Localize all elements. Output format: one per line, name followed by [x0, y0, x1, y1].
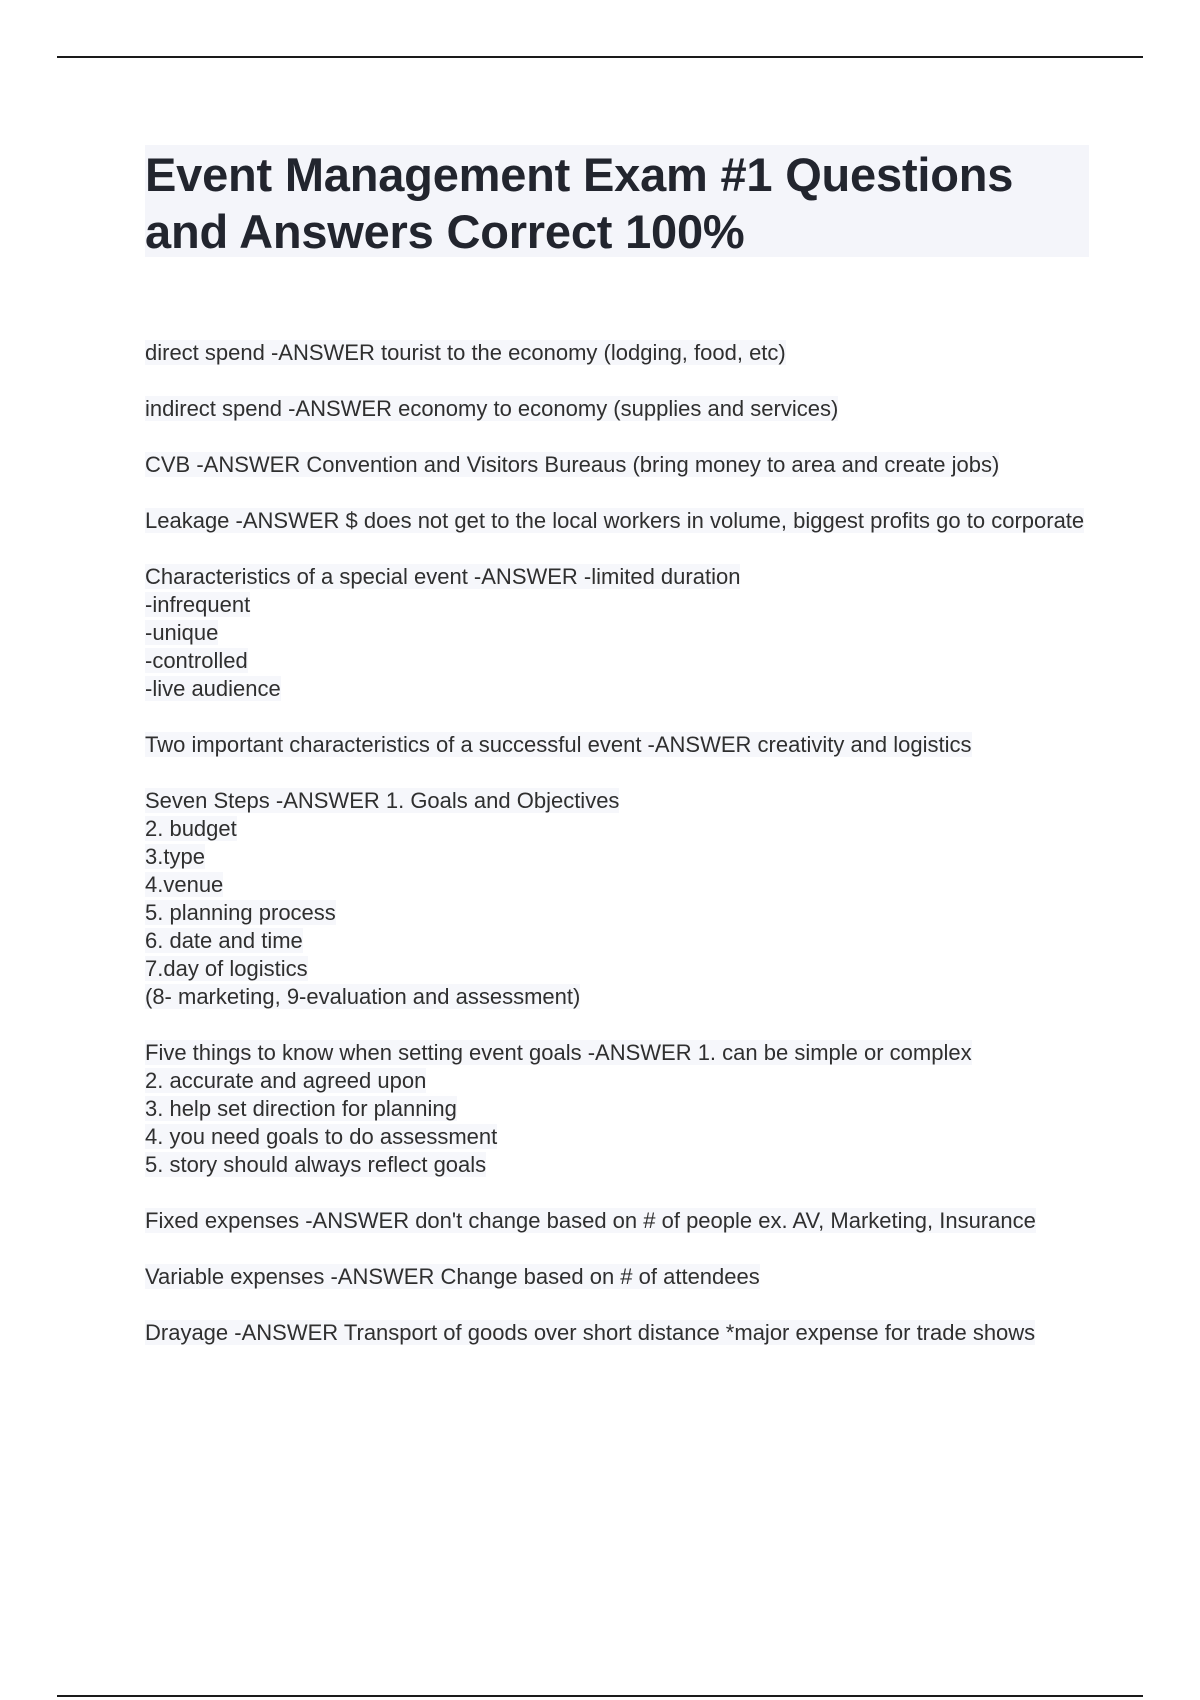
qa-item-leakage: [145, 507, 1095, 535]
page-title: Event Management Exam #1 Questions and Answers Correct 100%: [145, 148, 1014, 258]
bottom-rule: [57, 1695, 1143, 1697]
qa-item-direct-spend: [145, 339, 1095, 367]
qa-text: CVB -ANSWER Convention and Visitors Bureaus (bring money to area and create jobs): [145, 452, 1000, 477]
qa-text: indirect spend -ANSWER economy to economy (supplies and services): [145, 396, 839, 421]
qa-text: Five things to know when setting event goals -ANSWER 1. can be simple or complex 2. accurate and agreed upon 3. help set direction for planning 4. you need goals to do assessment 5. story should always reflect goals: [145, 1040, 972, 1177]
qa-list: [145, 339, 1095, 1375]
qa-text: Fixed expenses -ANSWER don't change based on # of people ex. AV, Marketing, Insurance: [145, 1208, 1036, 1233]
qa-item-indirect-spend: [145, 395, 1095, 423]
qa-item-seven-steps: [145, 787, 1095, 1011]
qa-text: direct spend -ANSWER tourist to the economy (lodging, food, etc): [145, 340, 786, 365]
qa-item-cvb: [145, 451, 1095, 479]
qa-text: Leakage -ANSWER $ does not get to the local workers in volume, biggest profits go to corporate: [145, 508, 1085, 533]
qa-item-drayage: [145, 1319, 1095, 1347]
qa-text: Seven Steps -ANSWER 1. Goals and Objectives 2. budget 3.type 4.venue 5. planning process 6. date and time 7.day of logistics (8- marketing, 9-evaluation and assessment): [145, 788, 620, 1009]
qa-text: Variable expenses -ANSWER Change based on # of attendees: [145, 1264, 760, 1289]
qa-item-successful-event: [145, 731, 1095, 759]
qa-text: Drayage -ANSWER Transport of goods over short distance *major expense for trade shows: [145, 1320, 1036, 1345]
qa-item-variable-expenses: [145, 1263, 1095, 1291]
top-rule: [57, 56, 1143, 58]
qa-text: Characteristics of a special event -ANSWER -limited duration -infrequent -unique -controlled -live audience: [145, 564, 741, 701]
qa-item-special-event-characteristics: [145, 563, 1095, 703]
qa-item-event-goals: [145, 1039, 1095, 1179]
qa-text: Two important characteristics of a successful event -ANSWER creativity and logistics: [145, 732, 972, 757]
qa-item-fixed-expenses: [145, 1207, 1095, 1235]
